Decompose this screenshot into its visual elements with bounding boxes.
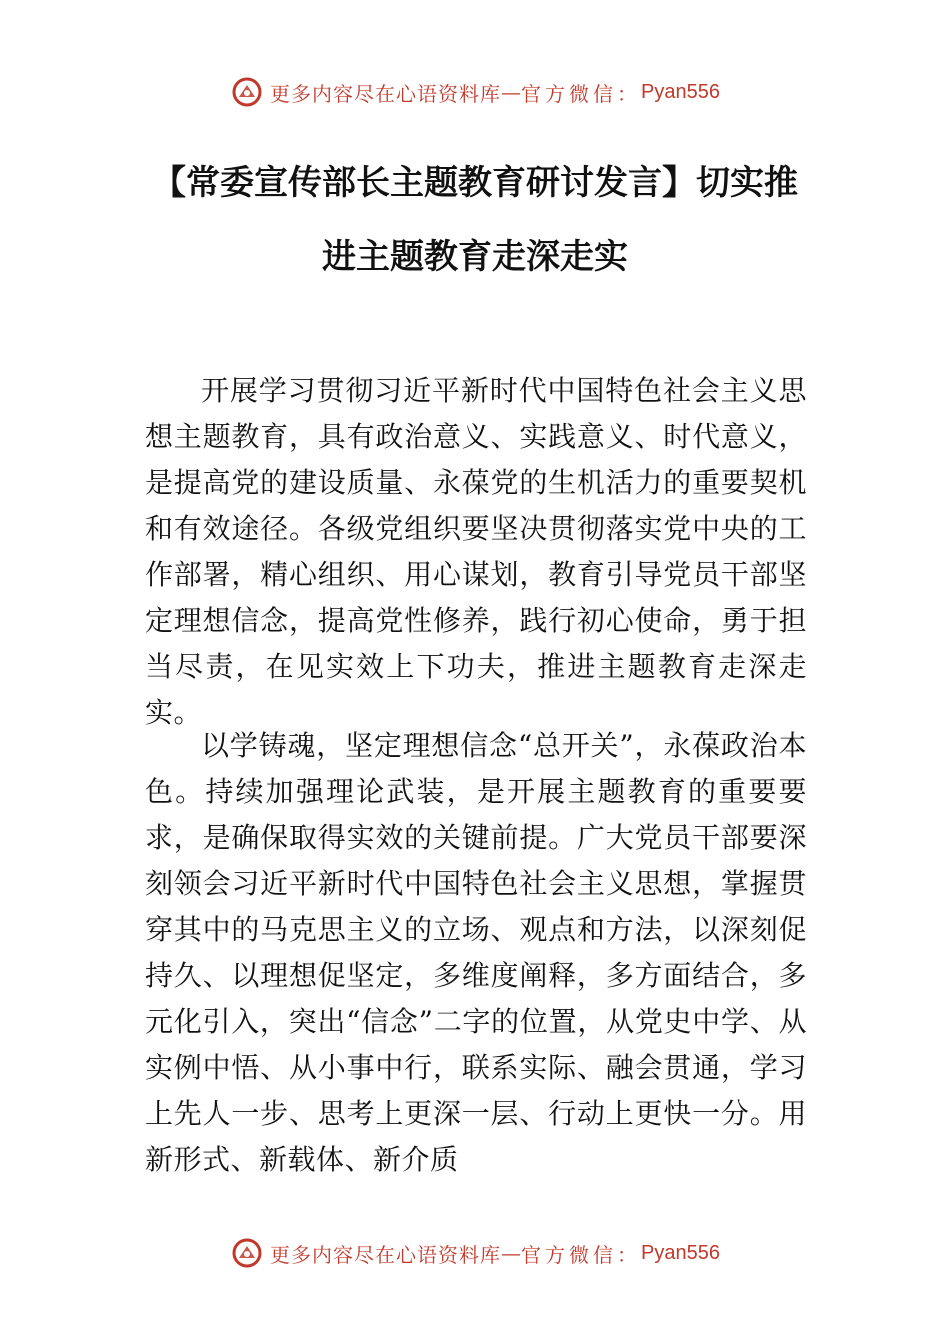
brand-logo-icon: [230, 1236, 264, 1270]
watermark-wechat-id: Pyan556: [641, 80, 720, 103]
watermark-dash: —: [501, 1241, 522, 1265]
watermark-main-text: 更多内容尽在心语资料库: [270, 81, 502, 106]
watermark-wechat-id: Pyan556: [641, 1241, 720, 1264]
watermark-main-text: 更多内容尽在心语资料库: [270, 1242, 502, 1267]
header-watermark: [0, 72, 950, 112]
body-paragraph-1: 开展学习贯彻习近平新时代中国特色社会主义思想主题教育，具有政治意义、实践意义、时代意义，是提高党的建设质量、永葆党的生机活力的重要契机和有效途径。各级党组织要坚决贯彻落实党中央的工作部署，精心组织、用心谋划，教育引导党员干部坚定理想信念，提高党性修养，践行初心使命，勇于担当尽责，在见实效上下功夫，推进主题教育走深走实。: [145, 374, 807, 729]
footer-watermark: [0, 1233, 950, 1273]
brand-logo-icon: [230, 75, 264, 109]
body-paragraph-2: 以学铸魂，坚定理想信念“总开关”，永葆政治本色。持续加强理论武装，是开展主题教育的重要要求，是确保取得实效的关键前提。广大党员干部要深刻领会习近平新时代中国特色社会主义思想，掌握贯穿其中的马克思主义的立场、观点和方法，以深刻促持久、以理想促坚定，多维度阐释，多方面结合，多元化引入，突出“信念”二字的位置，从党史中学、从实例中悟、从小事中行，联系实际、融会贯通，学习上先人一步、思考上更深一层、行动上更快一分。用新形式、新载体、新介质: [145, 729, 807, 1176]
watermark-wechat-label: 官方微信：: [521, 81, 642, 106]
watermark-wechat-label: 官方微信：: [521, 1242, 642, 1267]
document-title: 【常委宣传部长主题教育研讨发言】切实推进主题教育走深走实: [152, 163, 798, 277]
watermark-dash: —: [501, 80, 522, 104]
